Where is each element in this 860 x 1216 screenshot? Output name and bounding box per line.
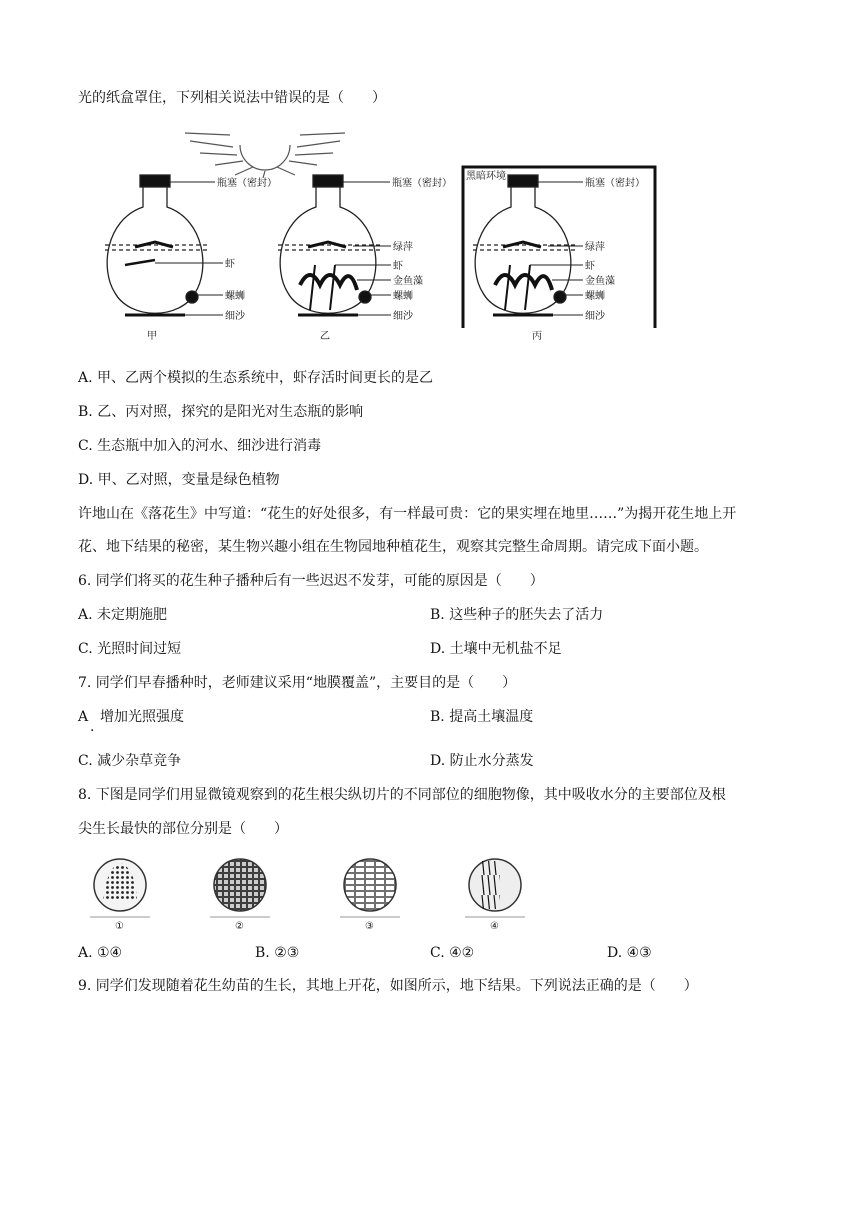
bottle-jia	[105, 175, 207, 315]
q8-stem-line-1: 8. 下图是同学们用显微镜观察到的花生根尖纵切片的不同部位的细胞物像，其中吸收水分的主要部位及根	[78, 787, 726, 803]
label-duckweed-bing: 绿萍	[585, 242, 605, 253]
cell-label-4: ④	[490, 921, 499, 932]
label-snail-yi: 螺蛳	[393, 291, 413, 302]
label-shrimp-bing: 虾	[585, 261, 595, 272]
label-hornwort-bing: 金鱼藻	[585, 276, 615, 287]
q7-option-a-dot: ·	[90, 723, 95, 739]
label-stopper-jia: 瓶塞（密封）	[217, 178, 277, 189]
q7-option-a-letter: A	[78, 709, 89, 725]
label-hornwort-yi: 金鱼藻	[393, 276, 423, 287]
q8-option-a: A. ①④	[78, 945, 123, 961]
q7-option-a-text: 增加光照强度	[100, 709, 184, 725]
q6-option-d: D. 土壤中无机盐不足	[430, 641, 562, 657]
q8-option-b: B. ②③	[255, 945, 300, 961]
cell-image-3	[340, 859, 400, 917]
q7-option-c: C. 减少杂草竞争	[78, 753, 182, 769]
q5-option-a: A. 甲、乙两个模拟的生态系统中，虾存活时间更长的是乙	[78, 370, 434, 386]
label-snail-bing: 螺蛳	[585, 291, 605, 302]
label-sand-bing: 细沙	[585, 311, 605, 322]
root-tip-cells-figure	[85, 855, 555, 935]
q5-option-c: C. 生态瓶中加入的河水、细沙进行消毒	[78, 438, 322, 454]
intro-line-1: 许地山在《落花生》中写道：“花生的好处很多，有一样最可贵：它的果实埋在地里……”为揭开花生地上开	[78, 506, 737, 522]
caption-jia: 甲	[147, 331, 157, 342]
q6-stem: 6. 同学们将买的花生种子播种后有一些迟迟不发芽，可能的原因是（ ）	[78, 573, 544, 589]
ecosystem-bottles-figure	[95, 125, 695, 355]
label-shrimp-yi: 虾	[393, 261, 403, 272]
cell-image-4	[465, 859, 525, 917]
label-sand-jia: 细沙	[225, 311, 245, 322]
cell-label-1: ①	[115, 921, 124, 932]
label-stopper-bing: 瓶塞（密封）	[585, 178, 645, 189]
q5-option-b: B. 乙、丙对照，探究的是阳光对生态瓶的影响	[78, 404, 364, 420]
label-sand-yi: 细沙	[393, 311, 413, 322]
caption-yi: 乙	[320, 331, 330, 342]
q7-stem: 7. 同学们早春播种时，老师建议采用“地膜覆盖”，主要目的是（ ）	[78, 675, 517, 691]
q8-option-c: C. ④②	[430, 945, 475, 961]
caption-bing: 丙	[532, 331, 542, 342]
cell-label-2: ②	[235, 921, 244, 932]
label-duckweed-yi: 绿萍	[393, 242, 413, 253]
q7-option-d: D. 防止水分蒸发	[430, 753, 534, 769]
q8-option-d: D. ④③	[607, 945, 652, 961]
cell-image-1	[90, 859, 150, 917]
bottle-bing	[473, 175, 575, 315]
intro-line-2: 花、地下结果的秘密，某生物兴趣小组在生物园地种植花生，观察其完整生命周期。请完成下面小题。	[78, 539, 708, 555]
question-5-stem-tail: 光的纸盒罩住，下列相关说法中错误的是（ ）	[78, 90, 386, 106]
cell-label-3: ③	[365, 921, 374, 932]
cell-image-2	[210, 859, 270, 917]
q6-option-a: A. 未定期施肥	[78, 607, 168, 623]
q6-option-b: B. 这些种子的胚失去了活力	[430, 607, 604, 623]
label-stopper-yi: 瓶塞（密封）	[392, 178, 452, 189]
q7-option-b: B. 提高土壤温度	[430, 709, 534, 725]
sun-icon	[185, 133, 345, 178]
bottle-yi	[278, 175, 380, 315]
label-snail-jia: 螺蛳	[225, 291, 245, 302]
q9-stem: 9. 同学们发现随着花生幼苗的生长，其地上开花，如图所示，地下结果。下列说法正确的是（ ）	[78, 978, 698, 994]
label-dark-environment: 黑暗环境	[466, 171, 506, 182]
q8-stem-line-2: 尖生长最快的部位分别是（ ）	[78, 821, 288, 837]
q6-option-c: C. 光照时间过短	[78, 641, 182, 657]
label-shrimp-jia: 虾	[225, 259, 235, 270]
q5-option-d: D. 甲、乙对照，变量是绿色植物	[78, 472, 280, 488]
